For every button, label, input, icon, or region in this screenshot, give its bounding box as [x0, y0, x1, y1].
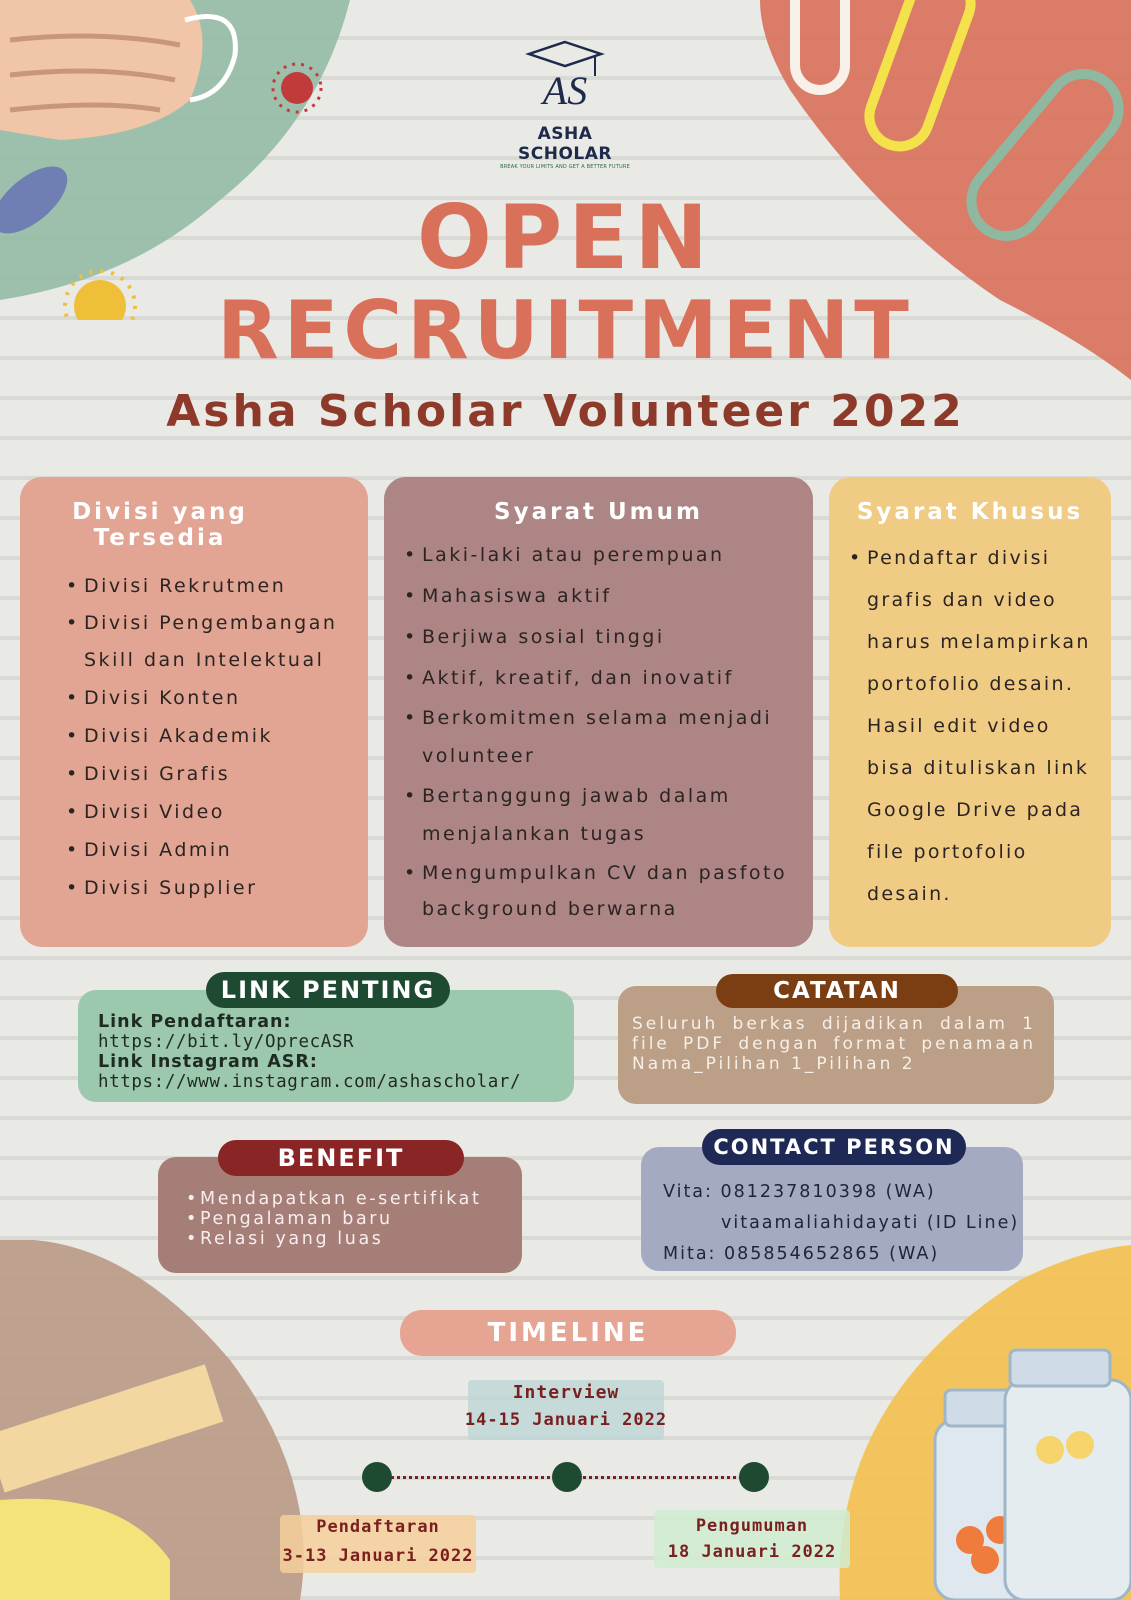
- divisi-item: • Divisi Grafis: [84, 755, 368, 793]
- syarat-umum-heading: Syarat Umum: [494, 499, 703, 525]
- contact-heading: CONTACT PERSON: [713, 1135, 955, 1159]
- link-pendaftaran-url[interactable]: https://bit.ly/OprecASR: [98, 1032, 355, 1052]
- title-subtitle: Asha Scholar Volunteer 2022: [166, 386, 965, 437]
- link-instagram-label: Link Instagram ASR:: [98, 1052, 318, 1072]
- contact-line: vitaamaliahidayati (ID Line): [721, 1213, 1020, 1233]
- logo-monogram: AS: [542, 68, 588, 113]
- link-penting-heading: LINK PENTING: [220, 976, 436, 1004]
- benefit-item: • Relasi yang luas: [186, 1229, 522, 1249]
- divisi-card: [20, 477, 368, 947]
- logo-brand: ASHA SCHOLAR: [518, 124, 612, 164]
- syarat-umum-item: • Mengumpulkan CV dan pasfoto background berwarna: [422, 855, 802, 927]
- syarat-khusus-card: [829, 477, 1111, 947]
- catatan-text: Seluruh berkas dijadikan dalam 1 file PDF dengan format penamaan Nama_Pilihan 1_Pilihan 2: [632, 1014, 1036, 1074]
- timeline-dot-pengumuman: [739, 1462, 769, 1492]
- pendaftaran-name: Pendaftaran: [316, 1517, 440, 1537]
- syarat-umum-item: • Mahasiswa aktif: [422, 576, 813, 617]
- interview-date: 14-15 Januari 2022: [464, 1410, 668, 1430]
- pendaftaran-date: 3-13 Januari 2022: [282, 1546, 474, 1566]
- contact-box: [641, 1147, 1023, 1271]
- title-recruitment: RECRUITMENT: [217, 284, 914, 377]
- syarat-umum-item: • Aktif, kreatif, dan inovatif: [422, 658, 813, 699]
- benefit-item: • Mendapatkan e-sertifikat: [186, 1189, 522, 1209]
- benefit-pill: [218, 1140, 464, 1176]
- syarat-umum-item: • Berjiwa sosial tinggi: [422, 617, 813, 658]
- benefit-heading: BENEFIT: [277, 1144, 405, 1172]
- link-instagram-url[interactable]: https://www.instagram.com/ashascholar/: [98, 1072, 522, 1092]
- divisi-item: • Divisi Admin: [84, 831, 368, 869]
- contact-line: Vita: 081237810398 (WA): [663, 1182, 936, 1202]
- link-penting-pill: [206, 972, 450, 1008]
- syarat-khusus-item: • Pendaftar divisi grafis dan video harus melampirkan portofolio desain. Hasil edit video bisa dituliskan link Google Drive pada file portofolio desain.: [867, 537, 1095, 915]
- interview-name: Interview: [512, 1382, 620, 1403]
- divisi-item: • Divisi Pengembangan Skill dan Intelektual: [84, 605, 354, 679]
- catatan-pill: [716, 974, 958, 1008]
- syarat-khusus-heading: Syarat Khusus: [856, 499, 1084, 525]
- syarat-umum-item: • Bertanggung jawab dalam menjalankan tugas: [422, 777, 752, 853]
- divisi-item: • Divisi Video: [84, 793, 368, 831]
- logo-tagline: BREAK YOUR LIMITS AND GET A BETTER FUTURE: [500, 164, 630, 170]
- divisi-item: • Divisi Konten: [84, 679, 368, 717]
- divisi-item: • Divisi Supplier: [84, 869, 368, 907]
- syarat-umum-item: • Laki-laki atau perempuan: [422, 535, 813, 576]
- syarat-umum-card: [384, 477, 813, 947]
- timeline-heading: TIMELINE: [487, 1318, 649, 1348]
- virus-red-icon: [281, 72, 313, 104]
- logo: [490, 36, 640, 170]
- benefit-item: • Pengalaman baru: [186, 1209, 522, 1229]
- timeline-dot-interview: [552, 1462, 582, 1492]
- divisi-item: • Divisi Rekrutmen: [84, 567, 368, 605]
- divisi-item: • Divisi Akademik: [84, 717, 368, 755]
- timeline-dot-pendaftaran: [362, 1462, 392, 1492]
- pengumuman-name: Pengumuman: [695, 1516, 809, 1536]
- pengumuman-date: 18 Januari 2022: [667, 1542, 837, 1562]
- link-pendaftaran-label: Link Pendaftaran:: [98, 1012, 292, 1032]
- contact-line: Mita: 085854652865 (WA): [663, 1244, 940, 1264]
- syarat-umum-item: • Berkomitmen selama menjadi volunteer: [422, 699, 782, 775]
- title-open: OPEN: [416, 186, 715, 289]
- divisi-heading: Divisi yang Tersedia: [72, 499, 248, 551]
- contact-pill: [702, 1129, 966, 1165]
- graduation-cap-icon: [525, 36, 605, 118]
- catatan-heading: CATATAN: [773, 978, 901, 1004]
